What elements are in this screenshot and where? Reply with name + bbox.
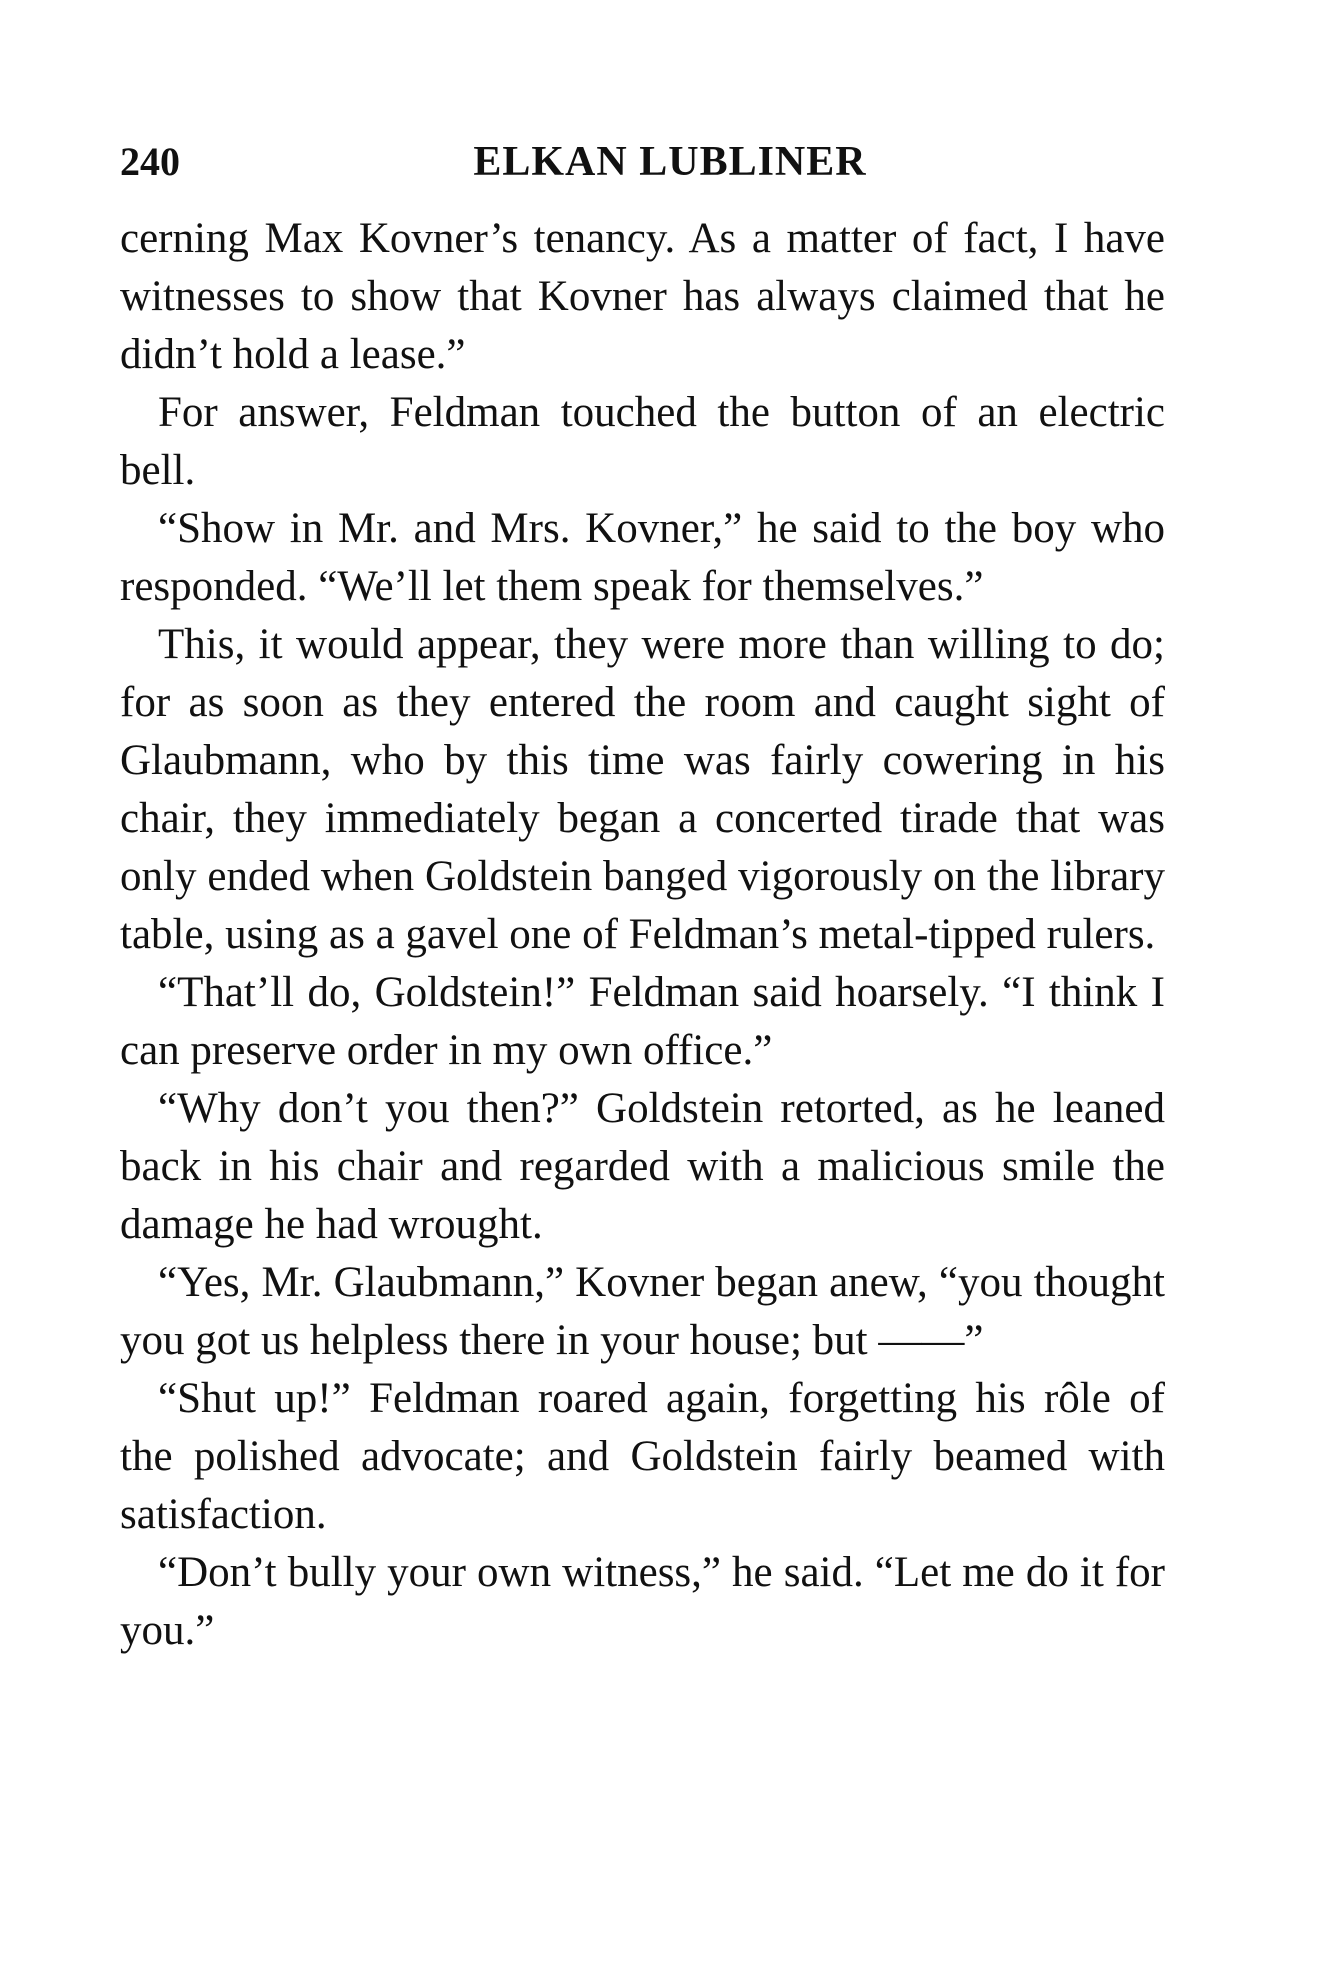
paragraph: cerning Max Kovner’s tenancy. As a matter of fact, I have witnesses to show that Kovner has always claimed that he didn’t hold a lease.”: [120, 215, 1165, 378]
paragraph: This, it would appear, they were more than willing to do; for as soon as they entered the room and caught sight of Glaubmann, who by this time was fairly cowering in his chair, they immediately began a concerted tirade that was only ended when Goldstein banged vigorously on the library table, using as a gavel one of Feldman’s metal-tipped rulers.: [120, 621, 1165, 958]
running-title: ELKAN LUBLINER: [473, 139, 867, 185]
body-text: [120, 210, 1165, 1660]
paragraph: “That’ll do, Goldstein!” Feldman said hoarsely. “I think I can preserve order in my own office.”: [120, 969, 1165, 1074]
paragraph: For answer, Feldman touched the button of an electric bell.: [120, 389, 1165, 494]
paragraph: “Don’t bully your own witness,” he said. “Let me do it for you.”: [120, 1549, 1165, 1654]
paragraph: “Why don’t you then?” Goldstein retorted, as he leaned back in his chair and regarded with a malicious smile the damage he had wrought.: [120, 1085, 1165, 1248]
page-number: 240: [120, 139, 180, 184]
page-header: [120, 132, 1165, 192]
paragraph: “Shut up!” Feldman roared again, forgetting his rôle of the polished advocate; and Goldstein fairly beamed with satisfaction.: [120, 1375, 1165, 1538]
paragraph: “Show in Mr. and Mrs. Kovner,” he said to the boy who responded. “We’ll let them speak for themselves.”: [120, 505, 1165, 610]
paragraph: “Yes, Mr. Glaubmann,” Kovner began anew, “you thought you got us helpless there in your house; but ——”: [120, 1259, 1165, 1364]
